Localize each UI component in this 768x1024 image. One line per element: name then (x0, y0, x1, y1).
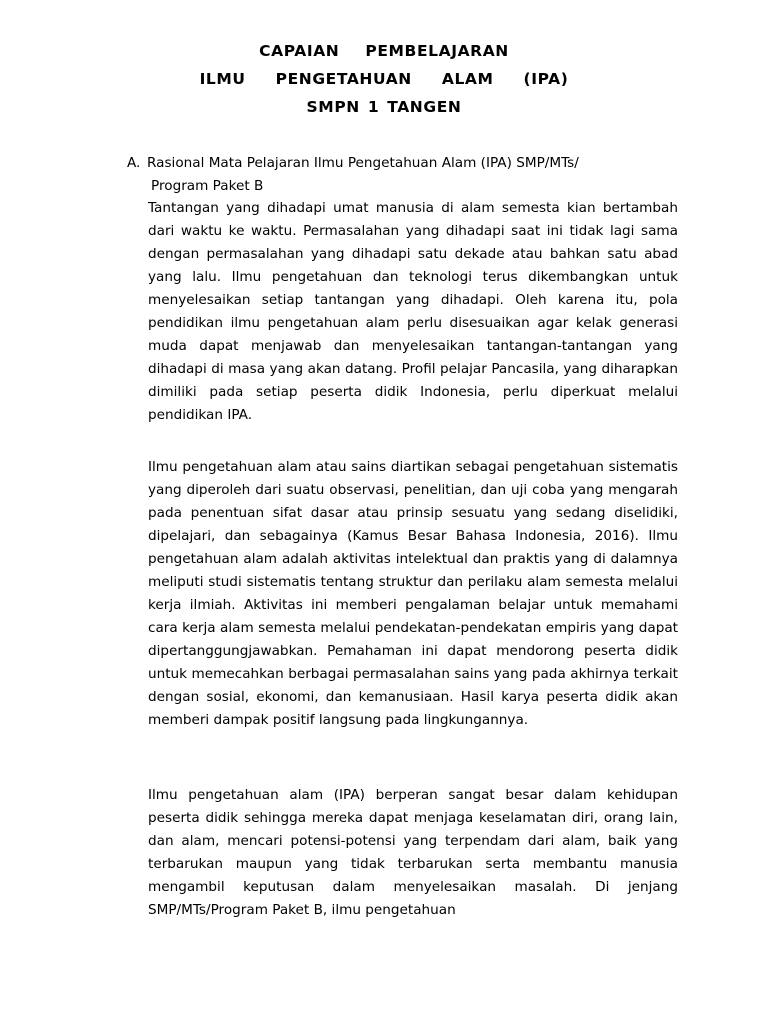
section-a-paragraph-3: Ilmu pengetahuan alam (IPA) berperan sangat besar dalam kehidupan peserta didik sehingga mereka dapat menjaga keselamatan diri, orang lain, dan alam, mencari potensi-potensi yang terpendam dari alam, baik yang terbarukan maupun yang tidak terbarukan serta membantu manusia mengambil keputusan dalam menyelesaikan masalah. Di jenjang SMP/MTs/Program Paket B, ilmu pengetahuan (148, 787, 678, 918)
document-title-line-2: ILMU PENGETAHUAN ALAM (IPA) (199, 70, 569, 88)
document-title-line-1: CAPAIAN PEMBELAJARAN (259, 42, 509, 60)
document-title-line-3: SMPN 1 TANGEN (306, 98, 462, 116)
section-a-paragraph-2: Ilmu pengetahuan alam atau sains diartikan sebagai pengetahuan sistematis yang diperoleh dari suatu observasi, penelitian, dan uji coba yang mengarah pada penentuan sifat dasar atau prinsip sesuatu yang sedang diselidiki, dipelajari, dan sebagainya (Kamus Besar Bahasa Indonesia, 2016). Ilmu pengetahuan alam adalah aktivitas intelektual dan praktis yang di dalamnya meliputi studi sistematis tentang struktur dan perilaku alam semesta melalui kerja ilmiah. Aktivitas ini memberi pengalaman belajar untuk memahami cara kerja alam semesta melalui pendekatan-pendekatan empiris yang dapat dipertanggungjawabkan. Pemahaman ini dapat mendorong peserta didik untuk memecahkan berbagai permasalahan sains yang pada akhirnya terkait dengan sosial, ekonomi, dan kemanusiaan. Hasil karya peserta didik akan memberi dampak positif langsung pada lingkungannya. (148, 459, 678, 728)
section-a-marker: A. (127, 155, 141, 171)
section-a-paragraph-1: Tantangan yang dihadapi umat manusia di alam semesta kian bertambah dari waktu ke waktu. Permasalahan yang dihadapi saat ini tidak lagi sama dengan permasalahan yang dihadapi satu dekade atau bahkan satu abad yang lalu. Ilmu pengetahuan dan teknologi terus dikembangkan untuk menyelesaikan setiap tantangan yang dihadapi. Oleh karena itu, pola pendidikan ilmu pengetahuan alam perlu disesuaikan agar kelak generasi muda dapat menjawab dan menyelesaikan tantangan-tantangan yang dihadapi di masa yang akan datang. Profil pelajar Pancasila, yang diharapkan dimiliki pada setiap peserta didik Indonesia, perlu diperkuat melalui pendidikan IPA. (148, 200, 678, 423)
section-a-heading-line-1: Rasional Mata Pelajaran Ilmu Pengetahuan Alam (IPA) SMP/MTs/ (147, 155, 579, 171)
section-a-heading (127, 152, 687, 198)
section-a-heading-line-2: Program Paket B (151, 178, 264, 194)
